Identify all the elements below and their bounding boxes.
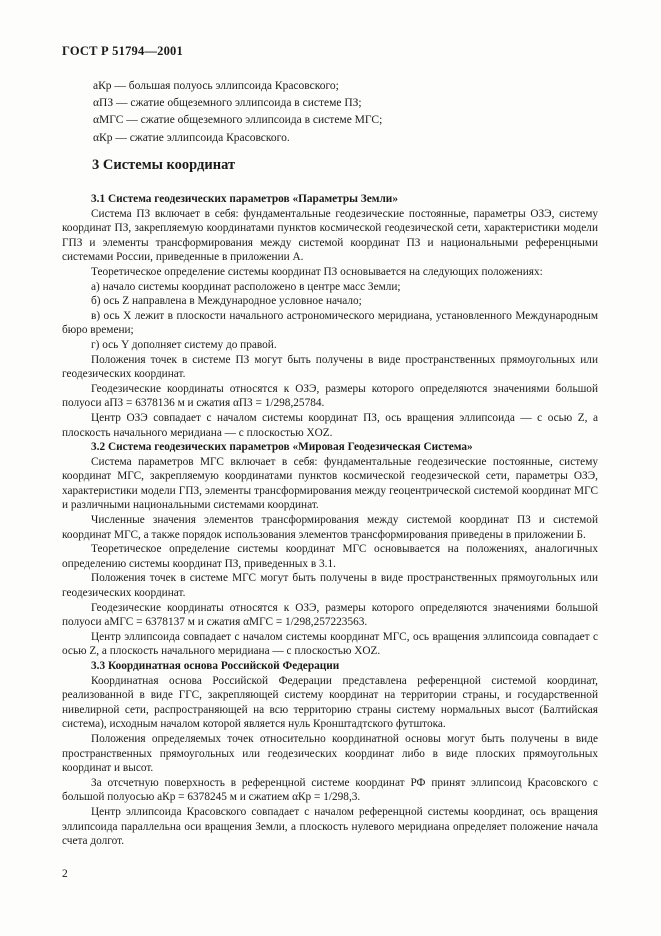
document-body xyxy=(62,192,598,849)
paragraph: Центр эллипсоида Красовского совпадает с началом референцной системы координат, ось вращения эллипсоида параллельна оси вращения Земли, а плоскость нулевого меридиана определяет положение начала счета долгот. xyxy=(62,805,598,848)
subsection-heading: 3.2 Система геодезических параметров «Мировая Геодезическая Система» xyxy=(91,441,473,454)
paragraph: Положения точек в системе ПЗ могут быть получены в виде пространственных прямоугольных или геодезических координат. xyxy=(62,353,598,381)
paragraph: Центр эллипсоида совпадает с началом системы координат МГС, ось вращения эллипсоида совпадает с осью Z, а плоскость начального меридиана — с плоскостью XOZ. xyxy=(62,630,598,658)
paragraph: Центр ОЗЭ совпадает с началом системы координат ПЗ, ось вращения эллипсоида — с осью Z, а плоскость начального меридиана — с плоскостью XOZ. xyxy=(62,411,598,439)
paragraph: Численные значения элементов трансформирования между системой координат ПЗ и системой координат МГС, а также порядок использования элементов трансформирования приведены в приложении Б. xyxy=(62,514,598,541)
paragraph: в) ось X лежит в плоскости начального астрономического меридиана, установленного Международным бюро времени; xyxy=(62,309,598,337)
page-number: 2 xyxy=(62,868,68,880)
definition-item: αПЗ — сжатие общеземного эллипсоида в системе ПЗ; xyxy=(93,97,362,110)
paragraph: Система параметров МГС включает в себя: фундаментальные геодезические постоянные, систему координат МГС, закрепляемую координатами пунктов космической геодезической сети, параметры ОЗЭ, характеристики модели ГПЗ, элементы трансформирования между геоцентрической системой координат МГС и различными национальными системами координат. xyxy=(62,455,598,512)
paragraph: Координатная основа Российской Федерации представлена референцной системой координат, реализованной в виде ГГС, закрепляющей систему координат на территории страны, и государственной нивелирной сети, распространяющей на всю территорию страны систему нормальных высот (Балтийская система), исходным началом которой является нуль Кронштадтского футштока. xyxy=(62,674,598,731)
definitions-list xyxy=(93,78,382,147)
document-header: ГОСТ Р 51794—2001 xyxy=(62,44,183,58)
paragraph: Геодезические координаты относятся к ОЗЭ, размеры которого определяются значениями большой полуоси aПЗ = 6378136 м и сжатия αПЗ = 1/298,25784. xyxy=(62,382,598,410)
subsection-heading: 3.3 Координатная основа Российской Федерации xyxy=(91,660,340,672)
paragraph: Положения точек в системе МГС могут быть получены в виде пространственных прямоугольных или геодезических координат. xyxy=(62,572,598,600)
definition-item: aКр — большая полуось эллипсоида Красовского; xyxy=(93,80,339,92)
section-title: 3 Системы координат xyxy=(92,157,236,173)
subsection-heading: 3.1 Система геодезических параметров «Параметры Земли» xyxy=(91,193,398,205)
paragraph: За отсчетную поверхность в референцной системе координат РФ принят эллипсоид Красовского с большой полуосью aКр = 6378245 м и сжатием αКр = 1/298,3. xyxy=(62,776,598,804)
paragraph: Теоретическое определение системы координат ПЗ основывается на следующих положениях: xyxy=(91,265,543,278)
paragraph: г) ось Y дополняет систему до правой. xyxy=(91,338,277,351)
definition-item: αМГС — сжатие общеземного эллипсоида в системе МГС; xyxy=(93,114,383,127)
paragraph: Геодезические координаты относятся к ОЗЭ, размеры которого определяются значениями большой полуоси aМГС = 6378137 м и сжатия αМГС = 1/298,257223563. xyxy=(62,601,598,629)
paragraph: Теоретическое определение системы координат МГС основывается на положениях, аналогичных определению системы координат ПЗ, приведенных в 3.1. xyxy=(62,543,598,570)
definition-item: αКр — сжатие эллипсоида Красовского. xyxy=(93,131,290,144)
paragraph: Система ПЗ включает в себя: фундаментальные геодезические постоянные, параметры ОЗЭ, систему координат ПЗ, закрепляемую координатами пунктов космической геодезической сети, характеристики модели ГПЗ и элементы трансформирования между системой координат ПЗ и национальными референцными системами России, приведенные в приложении А. xyxy=(62,207,598,264)
paragraph: б) ось Z направлена в Международное условное начало; xyxy=(91,295,362,308)
paragraph: а) начало системы координат расположено в центре масс Земли; xyxy=(91,280,401,293)
paragraph: Положения определяемых точек относительно координатной основы могут быть получены в виде пространственных прямоугольных или геодезических координат либо в виде плоских прямоугольных координат и высот. xyxy=(62,732,598,775)
